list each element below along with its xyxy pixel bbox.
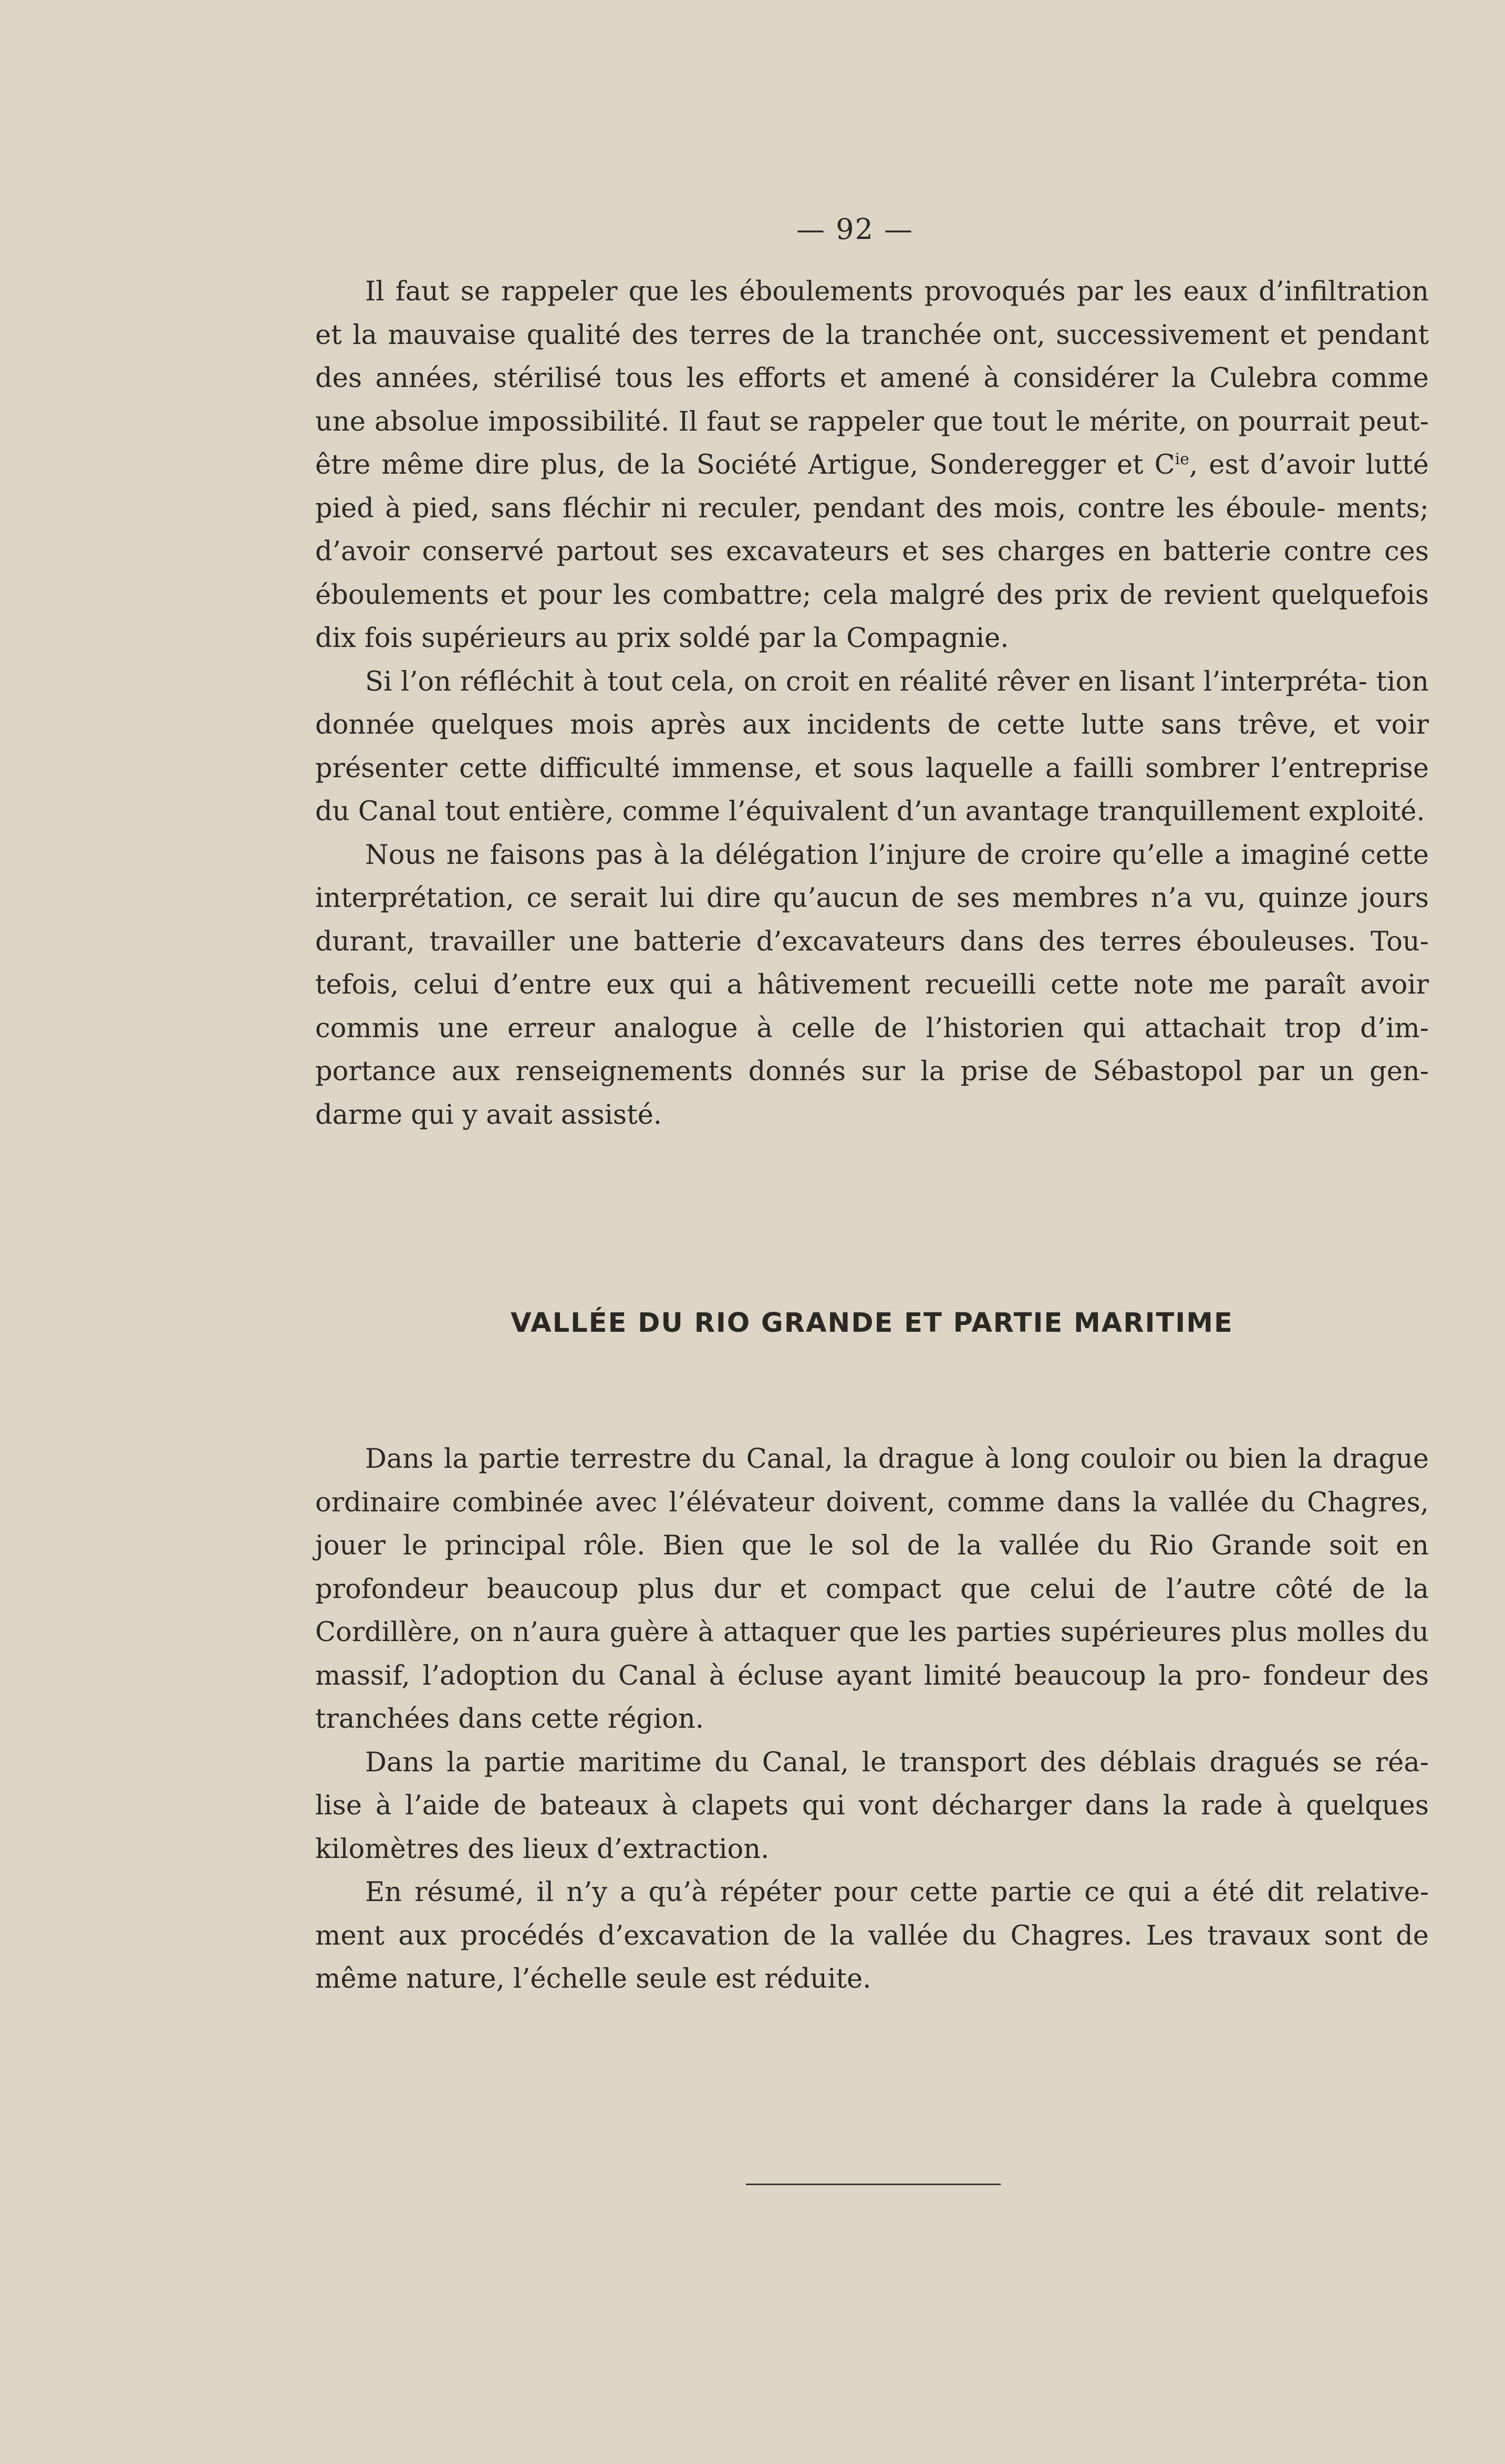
paragraph-1 — [315, 270, 1429, 661]
paragraph-5: Dans la partie maritime du Canal, le transport des déblais dragués se réa- lise à l’aide de bateaux à clapets qui vont décharger dans la rade à quelques kilomètres des lieux d’extraction. — [315, 1747, 1429, 1865]
section-1-body — [315, 270, 1429, 1137]
paragraph-1-text-b: , est d’avoir lutté pied à pied, sans fléchir ni reculer, pendant des mois, contre les éboule- ments; d’avoir conservé partout ses excavateurs et ses charges en batterie contre ces éboulements et pour les combattre; cela malgré des prix de revient quelquefois dix fois supérieurs au prix soldé par la Compagnie. — [315, 450, 1429, 654]
paragraph-6: En résumé, il n’y a qu’à répéter pour cette partie ce qui a été dit relative- ment aux procédés d’excavation de la vallée du Chagres. Les travaux sont de même nature, l’échelle seule est réduite. — [315, 1877, 1429, 1995]
section-2-body — [315, 1438, 1429, 2001]
page-number: — 92 — — [796, 213, 914, 246]
end-rule — [746, 2184, 1001, 2185]
paragraph-1-superscript: ie — [1175, 450, 1190, 468]
paragraph-4: Dans la partie terrestre du Canal, la drague à long couloir ou bien la drague ordinaire combinée avec l’élévateur doivent, comme dans la vallée du Chagres, jouer le principal rôle. Bien que le sol de la vallée du Rio Grande soit en profondeur beaucoup plus dur et compact que celui de l’autre côté de la Cordillère, on n’aura guère à attaquer que les parties supérieures plus molles du massif, l’adoption du Canal à écluse ayant limité beaucoup la pro- fondeur des tranchées dans cette région. — [315, 1444, 1429, 1735]
section-heading: VALLÉE DU RIO GRANDE ET PARTIE MARITIME — [511, 1308, 1233, 1339]
paragraph-3: Nous ne faisons pas à la délégation l’injure de croire qu’elle a imaginé cette interprétation, ce serait lui dire qu’aucun de ses membres n’a vu, quinze jours durant, travailler une batterie d’excavateurs dans des terres ébouleuses. Tou- tefois, celui d’entre eux qui a hâtivement recueilli cette note me paraît avoir commis une erreur analogue à celle de l’historien qui attachait trop d’im- portance aux renseignements donnés sur la prise de Sébastopol par un gen- darme qui y avait assisté. — [315, 839, 1429, 1131]
paragraph-2: Si l’on réfléchit à tout cela, on croit en réalité rêver en lisant l’interpréta- tion donnée quelques mois après aux incidents de cette lutte sans trêve, et voir présenter cette difficulté immense, et sous laquelle a failli sombrer l’entreprise du Canal tout entière, comme l’équivalent d’un avantage tranquillement exploité. — [315, 666, 1429, 827]
paragraph-1-text-a: Il faut se rappeler que les éboulements provoqués par les eaux d’infiltration et la mauvaise qualité des terres de la tranchée ont, successivement et pendant des années, stérilisé tous les efforts et amené à considérer la Culebra comme une absolue impossibilité. Il faut se rappeler que tout le mérite, on pourrait peut-être même dire plus, de la Société Artigue, Sonderegger et C — [315, 276, 1429, 481]
